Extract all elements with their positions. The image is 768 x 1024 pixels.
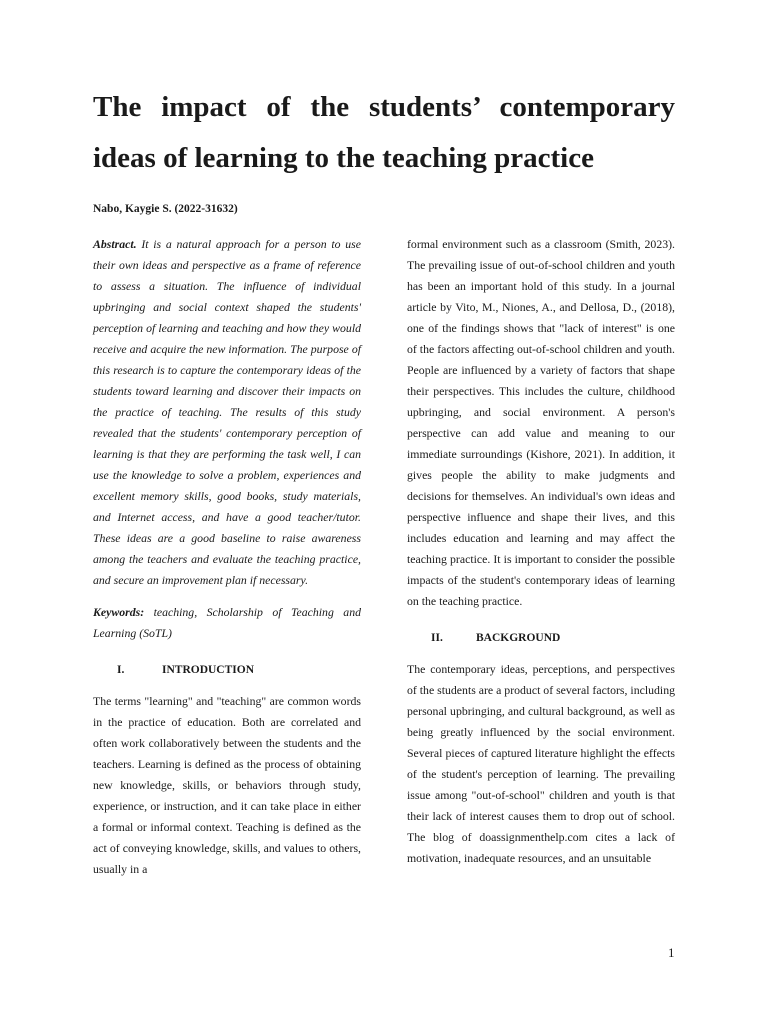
paper-title: The impact of the students’ contemporary ideas of learning to the teaching practice [93,91,675,174]
background-paragraph: The contemporary ideas, perceptions, and perspectives of the students are a product of several factors, including personal upbringing, and cultural background, as well as being greatly influenced by the social environment. Several pieces of captured literature highlight the effects of the student's perception of learning. The prevailing issue among "out-of-school" children and youth is that their lack of interest causes them to drop out of school. The blog of doassignmenthelp.com cites a lack of motivation, inadequate resources, and an unsuitable [407,662,675,865]
left-column [93,234,361,880]
continuation-paragraph: formal environment such as a classroom (Smith, 2023). The prevailing issue of out-of-school children and youth has been an important hold of this study. In a journal article by Vito, M., Niones, A., and Dellosa, D., (2018), one of the findings shows that "lack of interest" is one of the factors affecting out-of-school children and youth. People are influenced by a variety of factors that shape their perspectives. This includes the culture, childhood upbringing, and social environment. A person's perspective can add value and meaning to our immediate surroundings (Kishore, 2021). In addition, it gives people the ability to make judgments and decisions for themselves. An individual's own ideas and perspective influence and shape their lives, and this includes education and learning and may affect the teaching practice. It is important to consider the possible impacts of the student's contemporary ideas of learning on the teaching practice. [407,237,675,608]
abstract-label: Abstract. [93,237,137,251]
right-column [407,234,675,869]
section-title: INTRODUCTION [162,664,255,676]
introduction-paragraph: The terms "learning" and "teaching" are common words in the practice of education. Both are correlated and often work collaboratively between the students and the teachers. Learning is defined as the process of obtaining new knowledge, skills, or behaviors through study, experience, or instruction, and it can take place in either a formal or informal context. Teaching is defined as the act of conveying knowledge, skills, and values to others, usually in a [93,694,361,876]
section-number: II. [431,632,443,644]
section-number: I. [117,664,125,676]
abstract-text: It is a natural approach for a person to use their own ideas and perspective as a frame of reference to assess a situation. The influence of individual upbringing and social context shaped the students' perception of learning and teaching and how they would receive and acquire the new information. The purpose of this research is to capture the contemporary ideas of the students toward learning and discover their impacts on the practice of teaching. The results of this study revealed that the students' contemporary perception of learning is that they are performing the task well, I can use the knowledge to solve a problem, experiences and excellent memory skills, good books, study materials, and Internet access, and have a good teacher/tutor. These ideas are a good baseline to raise awareness among the teachers and evaluate the teaching practice, and secure an improvement plan if necessary. [93,237,362,587]
section-title: BACKGROUND [476,632,561,644]
keywords-label: Keywords: [93,605,145,619]
author-line: Nabo, Kaygie S. (2022-31632) [93,203,238,215]
section-heading-introduction [93,660,361,681]
keywords-paragraph [93,602,361,644]
abstract-paragraph [93,234,361,591]
keywords-text: teaching, Scholarship of Teaching and Learning (SoTL) [93,605,361,640]
section-heading-background [407,628,675,649]
page-number: 1 [668,945,675,960]
